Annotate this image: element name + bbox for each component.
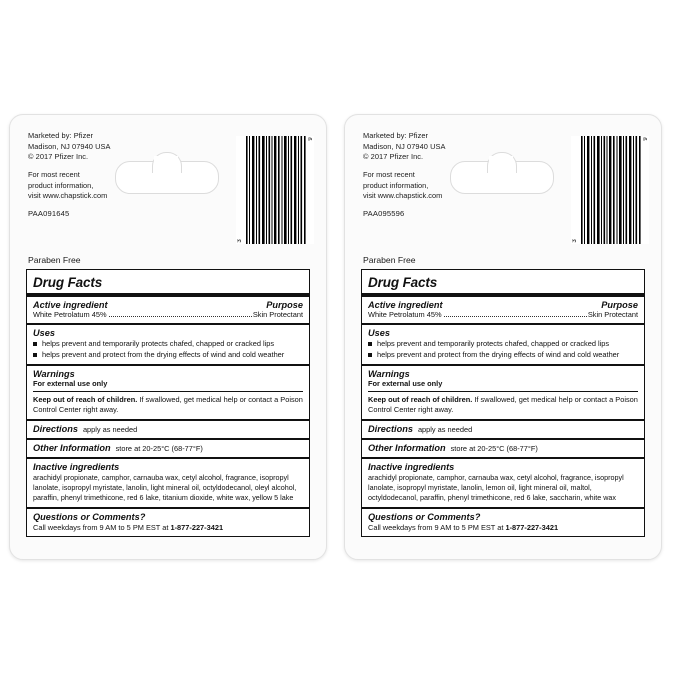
uses-item: helps prevent and protect from the drying effects of wind and cold weather: [368, 350, 638, 360]
warnings-section: [27, 366, 309, 419]
barcode-right-digit: 9: [308, 137, 314, 141]
barcode-bars: [580, 136, 642, 244]
inactive-ingredients-heading: Inactive ingredients: [33, 461, 120, 472]
warnings-heading: Warnings: [33, 368, 75, 379]
uses-heading: Uses: [33, 328, 55, 339]
inactive-ingredients-text: arachidyl propionate, camphor, carnauba wax, cetyl alcohol, fragrance, isopropyl lanolate, isopropyl myristate, lanolin, lemon oil, light mineral oil, maltol, octyldodecanol, paraffin, phenyl trimethicone, red 6 lake, saccharin, white wax: [368, 472, 624, 503]
questions-text: [33, 523, 303, 532]
questions-detail: Call weekdays from 9 AM to 5 PM EST at: [33, 523, 171, 533]
directions-section: [27, 421, 309, 438]
other-information-heading: Other Information: [368, 442, 446, 453]
dot-leader: [444, 310, 587, 317]
marketed-by-line: Marketed by: Pfizer: [28, 131, 94, 140]
product-info-block: [363, 170, 442, 202]
other-information-section: [362, 440, 644, 457]
product-info-line: For most recent: [363, 170, 415, 179]
other-information-text: store at 20-25°C (68-77°F): [450, 443, 538, 453]
product-info-line: For most recent: [28, 170, 80, 179]
uses-item: helps prevent and protect from the drying effects of wind and cold weather: [33, 350, 303, 360]
marketed-by-line: Madison, NJ 07940 USA: [28, 141, 111, 151]
package-right: [344, 114, 662, 560]
questions-section: [27, 509, 309, 536]
product-info-line: product information,: [363, 180, 429, 190]
questions-section: [362, 509, 644, 536]
warnings-bold: Keep out of reach of children.: [33, 394, 138, 404]
warnings-subheading: For external use only: [368, 378, 443, 388]
drug-facts-panel: [361, 269, 645, 537]
other-information-text: store at 20-25°C (68-77°F): [115, 443, 203, 453]
active-ingredient-value: White Petrolatum 45%: [368, 309, 442, 319]
active-ingredient-heading: Active ingredient: [368, 299, 443, 310]
marketed-by-block: [28, 131, 110, 163]
marketed-by-line: Marketed by: Pfizer: [363, 131, 429, 140]
lot-code: PAA095596: [363, 209, 405, 218]
marketed-by-line: Madison, NJ 07940 USA: [363, 141, 446, 151]
questions-phone: 1-877-227-3421: [170, 523, 224, 533]
drug-facts-panel: [26, 269, 310, 537]
uses-item: helps prevent and temporarily protects chafed, chapped or cracked lips: [368, 339, 638, 349]
warnings-detail: If swallowed, get medical help or contact a Poison Control Center right away.: [368, 394, 638, 414]
lot-code: PAA091645: [28, 209, 70, 218]
barcode: [236, 136, 314, 244]
purpose-value: Skin Protectant: [587, 309, 638, 319]
active-ingredient-section: [27, 297, 309, 324]
paraben-free-label: Paraben Free: [363, 255, 416, 265]
inactive-ingredients-section: [27, 459, 309, 508]
warnings-detail: If swallowed, get medical help or contact a Poison Control Center right away.: [33, 394, 303, 414]
product-info-line: product information,: [28, 180, 94, 190]
warnings-section: [362, 366, 644, 419]
package-left: [9, 114, 327, 560]
purpose-heading: Purpose: [266, 299, 303, 310]
marketed-by-line: © 2017 Pfizer Inc.: [28, 152, 89, 162]
other-information-section: [27, 440, 309, 457]
other-information-heading: Other Information: [33, 442, 111, 453]
uses-section: [362, 325, 644, 363]
divider: [33, 391, 303, 392]
product-info-line: visit www.chapstick.com: [28, 191, 108, 201]
directions-text: apply as needed: [417, 424, 473, 434]
hang-hole: [450, 161, 554, 194]
active-ingredient-heading: Active ingredient: [33, 299, 108, 310]
active-ingredient-value: White Petrolatum 45%: [33, 309, 107, 319]
barcode: [571, 136, 649, 244]
inactive-ingredients-text: arachidyl propionate, camphor, carnauba wax, cetyl alcohol, fragrance, isopropyl lanolate, isopropyl myristate, lanolin, light mineral oil, octyldodecanol, oleyl alcohol, paraffin, phenyl trimethicone, red 6 lake, titanium dioxide, white wax, yellow 5 lake: [33, 472, 297, 503]
warnings-subheading: For external use only: [33, 378, 108, 388]
active-ingredient-section: [362, 297, 644, 324]
purpose-value: Skin Protectant: [252, 309, 303, 319]
inactive-ingredients-heading: Inactive ingredients: [368, 461, 455, 472]
questions-text: [368, 523, 638, 532]
dot-leader: [109, 310, 252, 317]
questions-heading: Questions or Comments?: [33, 512, 146, 523]
barcode-left-digit: 3: [572, 239, 578, 243]
questions-phone: 1-877-227-3421: [505, 523, 559, 533]
uses-heading: Uses: [368, 328, 390, 339]
barcode-right-digit: 9: [643, 137, 649, 141]
uses-item: helps prevent and temporarily protects chafed, chapped or cracked lips: [33, 339, 303, 349]
warnings-text: [33, 395, 303, 415]
uses-list: [33, 339, 303, 359]
marketed-by-block: [363, 131, 445, 163]
product-info-block: [28, 170, 107, 202]
warnings-heading: Warnings: [368, 368, 410, 379]
directions-section: [362, 421, 644, 438]
directions-text: apply as needed: [82, 424, 138, 434]
purpose-heading: Purpose: [601, 299, 638, 310]
package-header-right: [345, 115, 661, 251]
warnings-bold: Keep out of reach of children.: [368, 394, 473, 404]
package-header-left: [10, 115, 326, 251]
directions-heading: Directions: [368, 423, 413, 434]
drug-facts-title: Drug Facts: [368, 275, 438, 290]
inactive-ingredients-section: [362, 459, 644, 508]
uses-list: [368, 339, 638, 359]
questions-heading: Questions or Comments?: [368, 512, 481, 523]
product-info-line: visit www.chapstick.com: [363, 191, 443, 201]
hang-hole: [115, 161, 219, 194]
warnings-text: [368, 395, 638, 415]
uses-section: [27, 325, 309, 363]
paraben-free-label: Paraben Free: [28, 255, 81, 265]
divider: [368, 391, 638, 392]
questions-detail: Call weekdays from 9 AM to 5 PM EST at: [368, 523, 506, 533]
barcode-bars: [245, 136, 307, 244]
barcode-left-digit: 3: [237, 239, 243, 243]
directions-heading: Directions: [33, 423, 78, 434]
drug-facts-title: Drug Facts: [33, 275, 103, 290]
marketed-by-line: © 2017 Pfizer Inc.: [363, 152, 424, 162]
